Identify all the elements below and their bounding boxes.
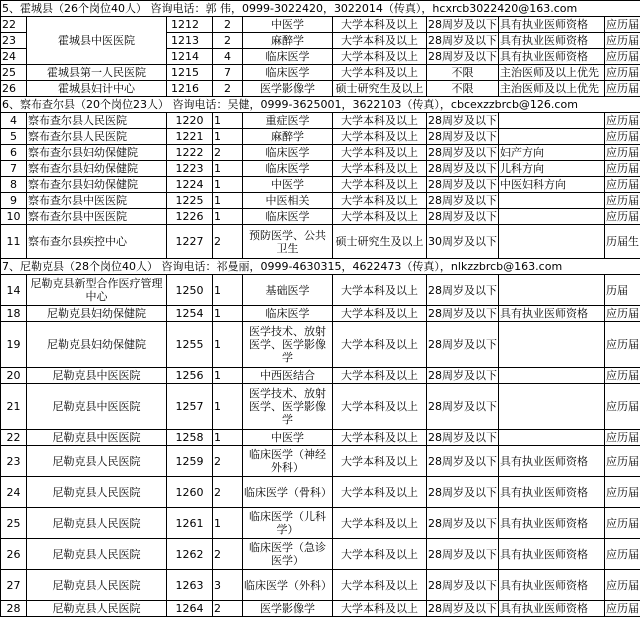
table-row: 4 察布查尔县人民医院 1220 1 重症医学 大学本科及以上 28周岁及以下 应历届 — [1, 113, 640, 129]
table-row: 19 尼勒克县妇幼保健院 1255 1 医学技术、放射医学、医学影像学 大学本科及以上 28周岁及以下 应历届 — [1, 322, 640, 368]
table-row: 21 尼勒克县中医医院 1257 1 医学技术、放射医学、医学影像学 大学本科及以上 28周岁及以下 应历届 — [1, 384, 640, 430]
table-row: 22 霍城县中医医院 1212 2 中医学 大学本科及以上 28周岁及以下 具有执业医师资格 应历届 — [1, 17, 640, 33]
table-row: 25 尼勒克县人民医院 1261 1 临床医学（儿科学） 大学本科及以上 28周岁及以下 具有执业医师资格 应历届 — [1, 508, 640, 539]
table-row: 6 察布查尔县妇幼保健院 1222 2 临床医学 大学本科及以上 28周岁及以下 妇产方向 应历届 — [1, 145, 640, 161]
table-row: 27 尼勒克县人民医院 1263 3 临床医学（外科） 大学本科及以上 28周岁及以下 具有执业医师资格 应历届 — [1, 570, 640, 601]
table-row: 8 察布查尔县妇幼保健院 1224 1 中医学 大学本科及以上 28周岁及以下 中医妇科方向 应历届 — [1, 177, 640, 193]
table-row: 28 尼勒克县人民医院 1264 2 医学影像学 大学本科及以上 28周岁及以下 具有执业医师资格 应历届 — [1, 601, 640, 617]
table-row: 11 察布查尔县疾控中心 1227 2 预防医学、公共卫生 硕士研究生及以上 30周岁及以下 历届生 — [1, 225, 640, 259]
table-row: 10 察布查尔县中医医院 1226 1 临床医学 大学本科及以上 28周岁及以下 应历届 — [1, 209, 640, 225]
table-row: 9 察布查尔县中医医院 1225 1 中医相关 大学本科及以上 28周岁及以下 应历届 — [1, 193, 640, 209]
table-row: 23 尼勒克县人民医院 1259 2 临床医学（神经外科） 大学本科及以上 28周岁及以下 具有执业医师资格 应历届 — [1, 446, 640, 477]
table-row: 25 霍城县第一人民医院 1215 7 临床医学 大学本科及以上 不限 主治医师及以上优先 应历届 — [1, 65, 640, 81]
table-row: 5 察布查尔县人民医院 1221 1 麻醉学 大学本科及以上 28周岁及以下 应历届 — [1, 129, 640, 145]
table-row: 26 尼勒克县人民医院 1262 2 临床医学（急诊医学） 大学本科及以上 28周岁及以下 具有执业医师资格 应历届 — [1, 539, 640, 570]
section-header: 5、霍城县（26个岗位40人） 咨询电话：郭 伟，0999-3022420，3022014（传真），hcxrcb3022420@163.com — [1, 1, 640, 17]
table-row: 24 1214 4 临床医学 大学本科及以上 28周岁及以下 具有执业医师资格 应历届 — [1, 49, 640, 65]
table-row: 23 1213 2 麻醉学 大学本科及以上 28周岁及以下 具有执业医师资格 应历届 — [1, 33, 640, 49]
table-row: 18 尼勒克县妇幼保健院 1254 1 临床医学 大学本科及以上 28周岁及以下 具有执业医师资格 应历届 — [1, 306, 640, 322]
table-row: 22 尼勒克县中医医院 1258 1 中医学 大学本科及以上 28周岁及以下 应历届 — [1, 430, 640, 446]
table-row: 14 尼勒克县新型合作医疗管理中心 1250 1 基础医学 大学本科及以上 28周岁及以下 历届 — [1, 275, 640, 306]
table-row: 20 尼勒克县中医医院 1256 1 中西医结合 大学本科及以上 28周岁及以下 应历届 — [1, 368, 640, 384]
table-row: 7 察布查尔县妇幼保健院 1223 1 临床医学 大学本科及以上 28周岁及以下 儿科方向 应历届 — [1, 161, 640, 177]
section-header: 6、察布查尔县（20个岗位23人） 咨询电话：吴健，0999-3625001，3622103（传真），cbcexzzbrcb@126.com — [1, 97, 640, 113]
section-header: 7、尼勒克县（28个岗位40人） 咨询电话：祁曼丽，0999-4630315，4622473（传真），nlkzzbrcb@163.com — [1, 259, 640, 275]
table-row: 24 尼勒克县人民医院 1260 2 临床医学（骨科） 大学本科及以上 28周岁及以下 具有执业医师资格 应历届 — [1, 477, 640, 508]
unit-cell: 霍城县中医医院 — [27, 17, 167, 65]
table-row: 26 霍城县妇计中心 1216 2 医学影像学 硕士研究生及以上 不限 主治医师及以上优先 应历届 — [1, 81, 640, 97]
